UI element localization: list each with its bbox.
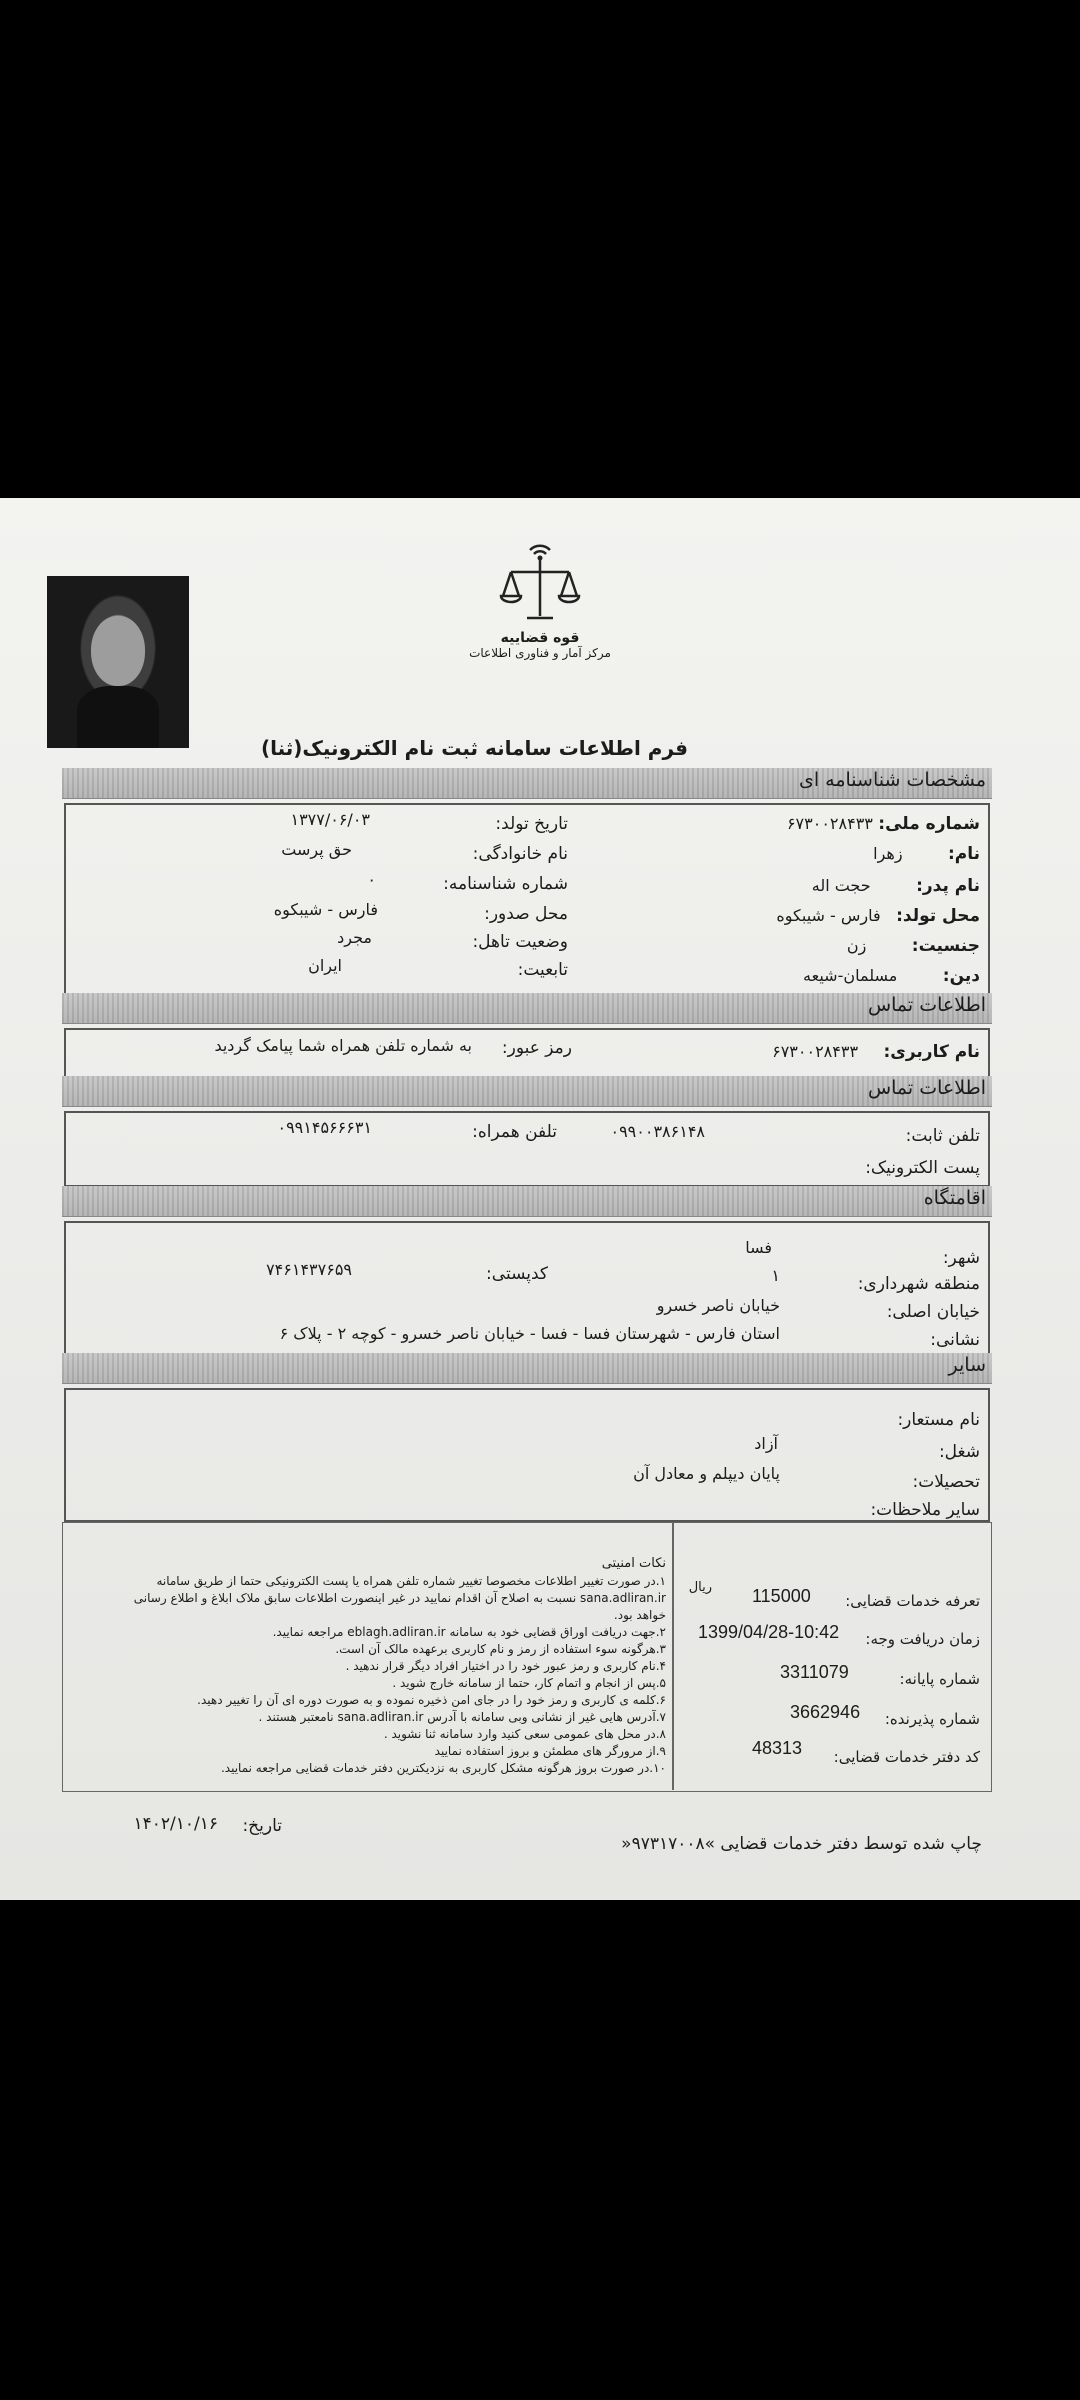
acceptor-value: 3662946: [790, 1702, 861, 1722]
time-label: زمان دریافت وجه:: [865, 1630, 980, 1648]
other-box: [64, 1388, 990, 1522]
fee-value: 115000: [752, 1586, 811, 1606]
district-label: منطقه شهرداری:: [857, 1274, 980, 1294]
security-item: ۱.در صورت تغییر اطلاعات مخصوصا تغییر شماره تلفن همراه یا پست الکترونیکی حتما از طریق سامانه: [156, 1574, 666, 1588]
notes-label: سایر ملاحظات:: [870, 1500, 980, 1520]
marital-value: مجرد: [337, 928, 372, 947]
emblem-caption: قوه قضاییه مرکز آمار و فناوری اطلاعات: [469, 630, 611, 660]
national-id-field: شماره ملی: ۶۷۳۰۰۲۸۴۳۳: [786, 814, 980, 834]
security-title: نکات امنیتی: [601, 1556, 666, 1571]
terminal-label: شماره پایانه:: [899, 1670, 980, 1688]
applicant-photo: [47, 576, 189, 748]
form-title: فرم اطلاعات سامانه ثبت نام الکترونیک(ثنا): [260, 736, 688, 760]
phone-label: تلفن ثابت:: [905, 1126, 980, 1146]
footer-date-value: ۱۴۰۲/۱۰/۱۶: [133, 1814, 218, 1834]
job-value: آزاد: [754, 1434, 778, 1453]
security-item: ۳.هرگونه سوء استفاده از رمز و نام کاربری برعهده مالک آن است.: [335, 1642, 666, 1656]
document-page: [0, 498, 1080, 1900]
cert-no-value: ۰: [367, 870, 376, 889]
birth-place-field: محل تولد: فارس - شیبکوه: [776, 906, 980, 926]
mobile-value: ۰۹۹۱۴۵۶۶۶۳۱: [277, 1118, 372, 1137]
fee-unit: ریال: [688, 1580, 712, 1595]
office-value: 48313: [752, 1738, 803, 1758]
first-name-field: نام: زهرا: [873, 844, 980, 864]
postal-label: کدپستی:: [486, 1264, 548, 1284]
cert-no-label: شماره شناسنامه:: [443, 874, 568, 894]
printed-by: چاپ شده توسط دفتر خدمات قضایی »۹۷۳۱۷۰۰۸«: [621, 1834, 982, 1854]
nationality-value: ایران: [308, 956, 342, 975]
account-section-header: اطلاعات تماس: [62, 993, 992, 1024]
city-value: فسا: [745, 1238, 772, 1257]
security-item: ۷.آدرس هایی غیر از نشانی وبی سامانه با آدرس sana.adliran.ir نامعتبر هستند .: [258, 1710, 666, 1724]
job-label: شغل:: [938, 1442, 980, 1462]
city-label: شهر:: [942, 1248, 980, 1268]
password-value: به شماره تلفن همراه شما پیامک گردید: [214, 1036, 472, 1055]
security-item: ۲.جهت دریافت اوراق قضایی خود به سامانه eblagh.adliran.ir مراجعه نمایید.: [272, 1625, 666, 1639]
issue-place-value: فارس - شیبکوه: [273, 900, 378, 919]
alias-label: نام مستعار:: [897, 1410, 980, 1430]
security-item: خواهد بود.: [613, 1608, 666, 1622]
security-item: ۱۰.در صورت بروز هرگونه مشکل کاربری به نزدیکترین دفتر خدمات قضایی مراجعه نمایید.: [220, 1761, 666, 1775]
address-label: نشانی:: [930, 1330, 980, 1350]
judiciary-emblem-icon: [495, 538, 585, 628]
last-name-label: نام خانوادگی:: [472, 844, 568, 864]
education-value: پایان دیپلم و معادل آن: [633, 1464, 780, 1483]
last-name-value: حق پرست: [281, 840, 352, 859]
fee-label: تعرفه خدمات قضایی:: [845, 1592, 980, 1610]
issue-place-label: محل صدور:: [484, 904, 568, 924]
address-value: استان فارس - شهرستان فسا - فسا - خیابان ناصر خسرو - کوچه ۲ - پلاک ۶: [279, 1324, 780, 1343]
password-label: رمز عبور:: [501, 1038, 572, 1058]
street-value: خیابان ناصر خسرو: [656, 1296, 780, 1315]
security-item: ۴.نام کاربری و رمز عبور خود را در اختیار افراد دیگر قرار ندهید .: [345, 1659, 666, 1673]
office-label: کد دفتر خدمات قضایی:: [833, 1748, 980, 1766]
identity-section-header: مشخصات شناسنامه ای: [62, 768, 992, 799]
phone-value: ۰۹۹۰۰۳۸۶۱۴۸: [610, 1122, 705, 1141]
gender-field: جنسیت: زن: [846, 936, 980, 956]
security-item: ۹.از مرورگر های مطمئن و بروز استفاده نمایید: [434, 1744, 666, 1758]
education-label: تحصیلات:: [912, 1472, 980, 1492]
acceptor-label: شماره پذیرنده:: [884, 1710, 980, 1728]
security-item: ۵.پس از انجام و اتمام کار، حتما از سامانه خارج شوید .: [392, 1676, 666, 1690]
district-value: ۱: [771, 1266, 780, 1285]
birth-date-value: ۱۳۷۷/۰۶/۰۳: [290, 810, 370, 829]
username-field: نام کاربری: ۶۷۳۰۰۲۸۴۳۳: [772, 1042, 980, 1062]
footer-date-label: تاریخ:: [242, 1816, 282, 1836]
father-name-field: نام پدر: حجت اله: [811, 876, 980, 896]
security-item: ۶.کلمه ی کاربری و رمز خود را در جای امن ذخیره نموده و به صورت دوره ای آن را تغییر دهید.: [197, 1693, 666, 1707]
security-item: sana.adliran.ir نسبت به اصلاح آن اقدام نمایید در غیر اینصورت اطلاعات سابق ملاک ابلاغ و اطلاع رسانی: [133, 1591, 666, 1605]
residence-section-header: اقامتگاه: [62, 1186, 992, 1217]
marital-label: وضعیت تاهل:: [472, 932, 568, 952]
other-section-header: سایر: [62, 1353, 992, 1384]
birth-date-label: تاریخ تولد:: [495, 814, 568, 834]
postal-value: ۷۴۶۱۴۳۷۶۵۹: [266, 1260, 352, 1279]
email-label: پست الکترونیک:: [865, 1158, 980, 1178]
time-value: 1399/04/28-10:42: [698, 1622, 840, 1642]
religion-field: دین: مسلمان-شیعه: [803, 966, 980, 986]
terminal-value: 3311079: [780, 1662, 849, 1682]
contact-section-header: اطلاعات تماس: [62, 1076, 992, 1107]
mobile-label: تلفن همراه:: [472, 1122, 557, 1142]
street-label: خیابان اصلی:: [886, 1302, 980, 1322]
nationality-label: تابعیت:: [517, 960, 568, 980]
security-item: ۸.در محل های عمومی سعی کنید وارد سامانه ثنا نشوید .: [383, 1727, 666, 1741]
